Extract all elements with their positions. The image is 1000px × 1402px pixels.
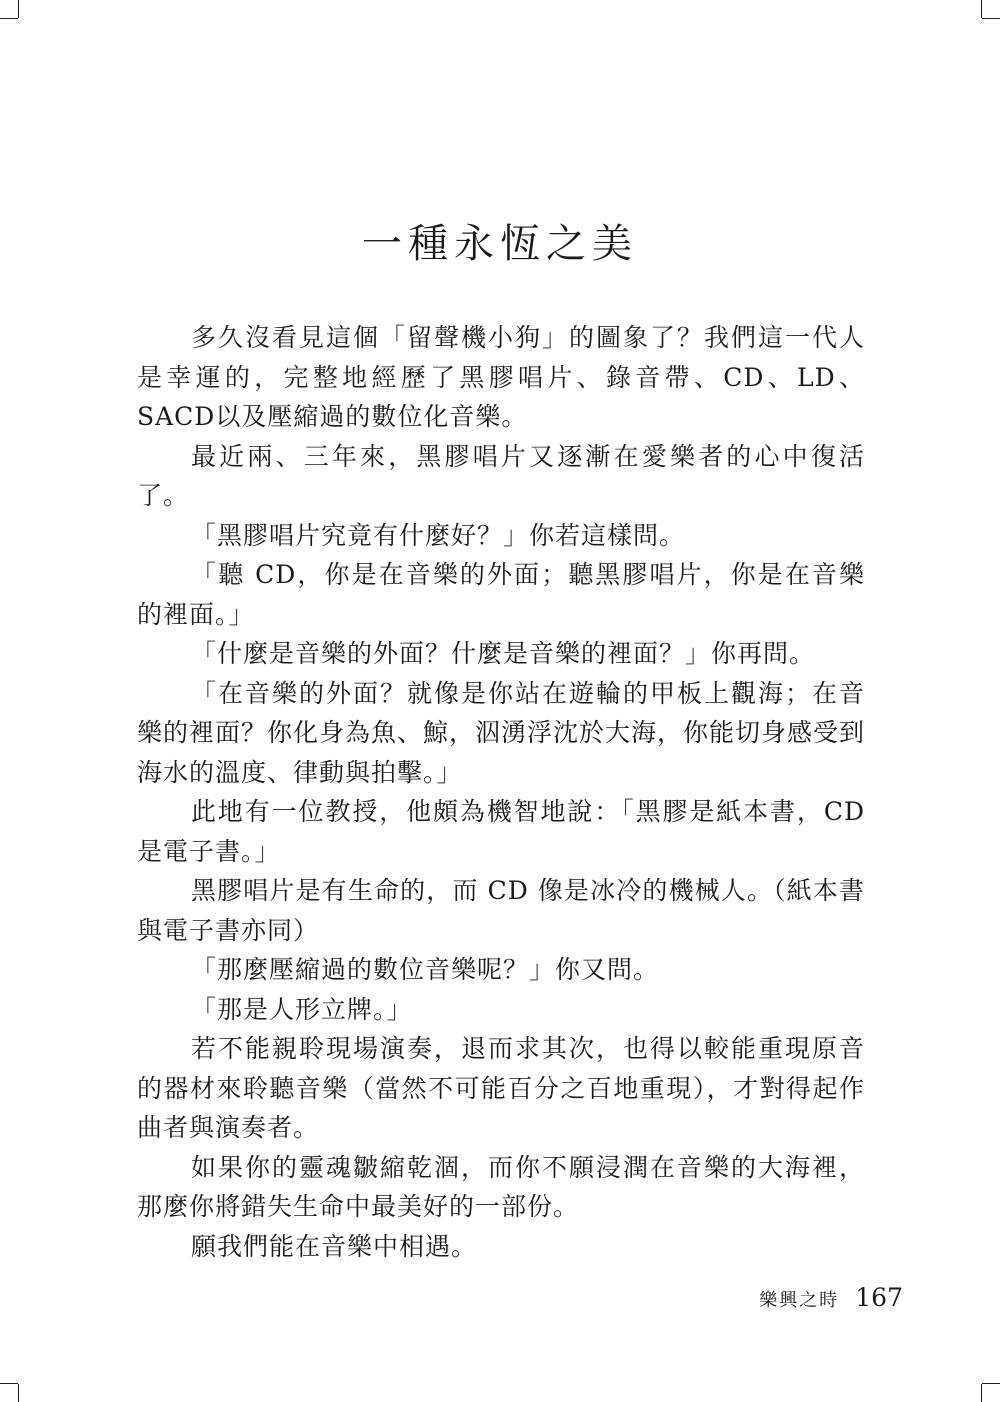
page-footer (759, 1283, 903, 1312)
paragraph: 「那麼壓縮過的數位音樂呢？」你又問。 (191, 955, 660, 984)
crop-mark-bottom-right-h (982, 1383, 1000, 1384)
paragraph: 願我們能在音樂中相遇。 (191, 1231, 478, 1261)
paragraph: 「在音樂的外面？就像是你站在遊輪的甲板上觀海；在音樂的裡面？你化身為魚、鯨，泅湧浮沈於大海，你能切身感受到海水的溫度、律動與拍擊。」 (137, 678, 866, 787)
paragraph: 此地有一位教授，他頗為機智地說：「黑膠是紙本書，CD是電子書。」 (137, 797, 865, 866)
paragraph: 「聽 CD，你是在音樂的外面；聽黑膠唱片，你是在音樂的裡面。」 (137, 560, 865, 629)
chapter-title: 一種永恆之美 (362, 221, 638, 267)
crop-mark-top-right-h (982, 18, 1000, 19)
paragraph: 最近兩、三年來，黑膠唱片又逐漸在愛樂者的心中復活了。 (137, 441, 865, 510)
paragraph: 「黑膠唱片究竟有什麼好？」你若這樣問。 (191, 520, 686, 550)
crop-mark-top-right-v (981, 0, 982, 18)
paragraph: 「那是人形立牌。」 (191, 994, 413, 1024)
crop-mark-bottom-left-h (0, 1383, 18, 1384)
paragraph: 如果你的靈魂皺縮乾涸，而你不願浸潤在音樂的大海裡，那麼你將錯失生命中最美好的一部份。 (137, 1152, 865, 1221)
crop-mark-top-left-v (18, 0, 19, 18)
page-number: 167 (855, 1283, 903, 1312)
paragraph: 多久沒看見這個「留聲機小狗」的圖象了？我們這一代人是幸運的，完整地經歷了黑膠唱片、錄音帶、CD、LD、SACD以及壓縮過的數位化音樂。 (137, 323, 865, 431)
body-text (137, 318, 865, 1266)
paragraph: 若不能親聆現場演奏，退而求其次，也得以較能重現原音的器材來聆聽音樂（當然不可能百分之百地重現），才對得起作曲者與演奏者。 (137, 1034, 865, 1142)
crop-mark-bottom-right-v (981, 1384, 982, 1402)
crop-mark-bottom-left-v (18, 1384, 19, 1402)
paragraph: 黑膠唱片是有生命的，而 CD 像是冰冷的機械人。（紙本書與電子書亦同） (137, 876, 865, 945)
running-head: 樂興之時 (759, 1290, 840, 1311)
crop-mark-top-left-h (0, 18, 18, 19)
paragraph: 「什麼是音樂的外面？什麼是音樂的裡面？」你再問。 (191, 639, 816, 668)
